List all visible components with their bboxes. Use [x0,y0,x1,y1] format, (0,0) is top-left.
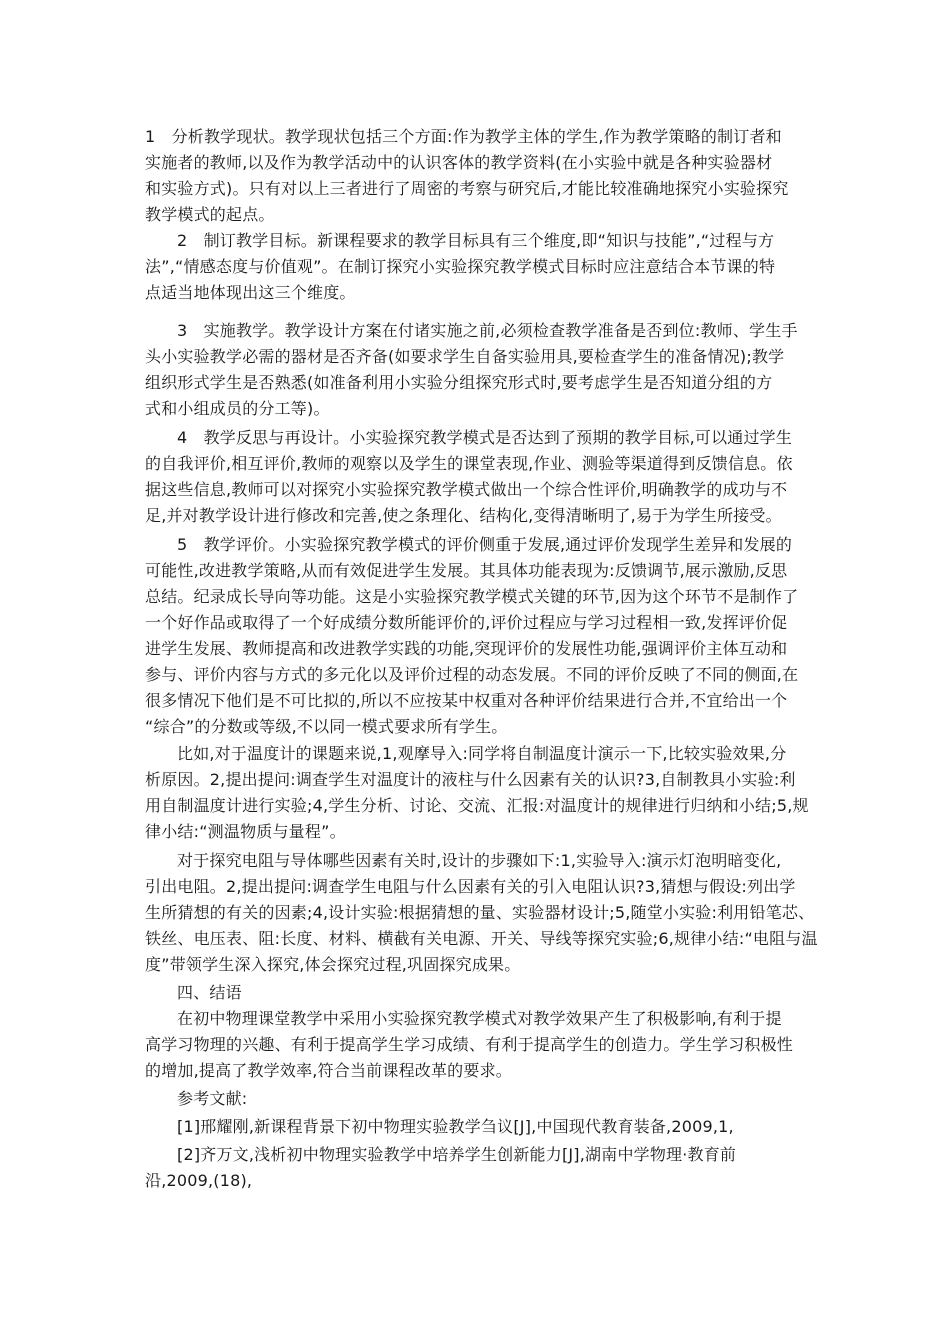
text-line: 实施者的教师,以及作为教学活动中的认识客体的教学资料(在小实验中就是各种实验器材 [145,153,773,172]
text-line: 析原因。2,提出提问:调查学生对温度计的液柱与什么因素有关的认识?3,自制教具小实验:利 [145,770,796,789]
text-line: 足,并对教学设计进行修改和完善,使之条理化、结构化,变得清晰明了,易于为学生所接受。 [145,506,782,525]
text-line: 教学模式的起点。 [145,205,275,224]
text-line: “综合”的分数或等级,不以同一模式要求所有学生。 [145,717,508,736]
text-line: 4 教学反思与再设计。小实验探究教学模式是否达到了预期的教学目标,可以通过学生 [177,428,793,447]
text-line: 对于探究电阻与导体哪些因素有关时,设计的步骤如下:1,实验导入:演示灯泡明暗变化, [177,851,782,870]
text-line: 律小结:“测温物质与量程”。 [145,822,346,841]
text-line: 高学习物理的兴趣、有利于提高学生学习成绩、有利于提高学生的创造力。学生学习积极性 [145,1035,794,1054]
references-heading: 参考文献: [177,1089,248,1108]
text-line: 度”带领学生深入探究,体会探究过程,巩固探究成果。 [145,955,521,974]
text-line: 总结。纪录成长导向等功能。这是小实验探究教学模式关键的环节,因为这个环节不是制作了 [145,587,799,606]
reference-item: [1]邢耀刚,新课程背景下初中物理实验教学刍议[J],中国现代教育装备,2009,1, [177,1117,734,1136]
text-line: 一个好作品或取得了一个好成绩分数所能评价的,评价过程应与学习过程相一致,发挥评价促 [145,613,788,632]
text-line: 参与、评价内容与方式的多元化以及评价过程的动态发展。不同的评价反映了不同的侧面,在 [145,665,799,684]
text-line: 比如,对于温度计的课题来说,1,观摩导入:同学将自制温度计演示一下,比较实验效果,分 [177,744,787,763]
text-line: 铁丝、电压表、阻:长度、材料、横截有关电源、开关、导线等探究实验;6,规律小结:“电阻与温 [145,929,818,948]
section-heading: 四、结语 [177,983,242,1002]
reference-item: [2]齐万文,浅析初中物理实验教学中培养学生创新能力[J],湖南中学物理·教育前 [177,1145,737,1164]
text-line: 生所猜想的有关的因素;4,设计实验:根据猜想的量、实验器材设计;5,随堂小实验:利用铅笔芯、 [145,903,815,922]
reference-item: 沿,2009,(18), [145,1171,253,1190]
text-line: 点适当地体现出这三个维度。 [145,283,356,302]
text-line: 1 分析教学现状。教学现状包括三个方面:作为教学主体的学生,作为教学策略的制订者和 [145,127,782,146]
text-line: 5 教学评价。小实验探究教学模式的评价侧重于发展,通过评价发现学生差异和发展的 [177,535,793,554]
text-line: 很多情况下他们是不可比拟的,所以不应按某中权重对各种评价结果进行合并,不宜给出一个 [145,691,788,710]
text-line: 法”,“情感态度与价值观”。在制订探究小实验探究教学模式目标时应注意结合本节课的特 [145,257,776,276]
text-line: 2 制订教学目标。新课程要求的教学目标具有三个维度,即“知识与技能”,“过程与方 [177,231,775,250]
text-line: 可能性,改进教学策略,从而有效促进学生发展。其具体功能表现为:反馈调节,展示激励,反思 [145,561,788,580]
text-line: 进学生发展、教师提高和改进教学实践的功能,突现评价的发展性功能,强调评价主体互动和 [145,639,788,658]
text-line: 和实验方式)。只有对以上三者进行了周密的考察与研究后,才能比较准确地探究小实验探究 [145,179,789,198]
text-line: 引出电阻。2,提出提问:调查学生电阻与什么因素有关的引入电阻认识?3,猜想与假设:列出学 [145,877,796,896]
text-line: 在初中物理课堂教学中采用小实验探究教学模式对教学效果产生了积极影响,有利于提 [177,1009,782,1028]
text-line: 据这些信息,教师可以对探究小实验探究教学模式做出一个综合性评价,明确教学的成功与不 [145,480,788,499]
text-line: 式和小组成员的分工等)。 [145,399,330,418]
text-line: 3 实施教学。教学设计方案在付诸实施之前,必须检查教学准备是否到位:教师、学生手 [177,321,798,340]
text-line: 的增加,提高了教学效率,符合当前课程改革的要求。 [145,1061,512,1080]
text-line: 头小实验教学必需的器材是否齐备(如要求学生自备实验用具,要检查学生的准备情况);教学 [145,347,785,366]
text-line: 的自我评价,相互评价,教师的观察以及学生的课堂表现,作业、测验等渠道得到反馈信息。依 [145,454,793,473]
text-line: 用自制温度计进行实验;4,学生分析、讨论、交流、汇报:对温度计的规律进行归纳和小结;5,规 [145,796,809,815]
text-line: 组织形式学生是否熟悉(如准备利用小实验分组探究形式时,要考虑学生是否知道分组的方 [145,373,773,392]
